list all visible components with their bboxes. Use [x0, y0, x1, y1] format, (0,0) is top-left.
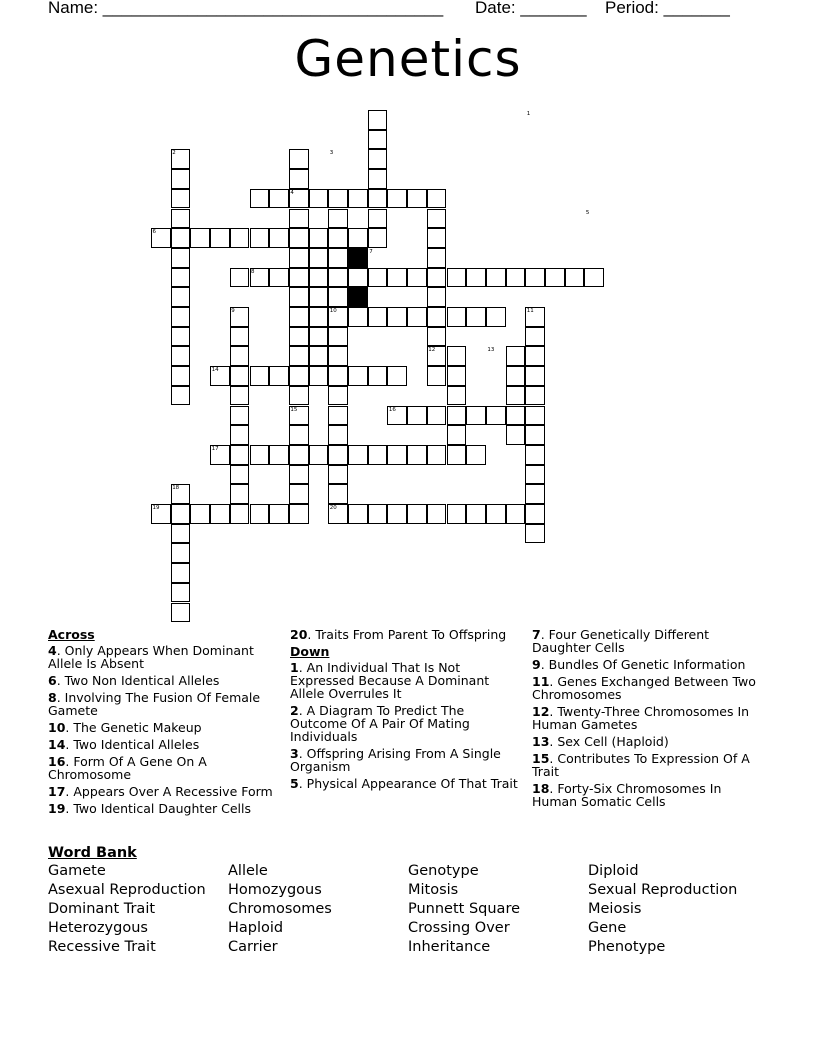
- clue-number: 8: [48, 690, 57, 705]
- grid-cell[interactable]: [309, 228, 329, 248]
- grid-cell[interactable]: [289, 386, 309, 406]
- word-bank-item: Inheritance: [408, 939, 491, 955]
- page-title: Genetics: [294, 30, 522, 88]
- grid-cell[interactable]: [171, 563, 191, 583]
- grid-cell[interactable]: [289, 209, 309, 229]
- clue-number: 20: [290, 627, 308, 642]
- clue-item: [48, 802, 273, 815]
- grid-cell[interactable]: [368, 504, 388, 524]
- grid-cell[interactable]: [328, 209, 348, 229]
- grid-cell[interactable]: [447, 445, 467, 465]
- across-heading: Across: [48, 627, 95, 642]
- clue-text: . Genes Exchanged Between Two Chromosomes: [532, 674, 756, 702]
- grid-cell[interactable]: [230, 366, 250, 386]
- grid-cell[interactable]: [427, 189, 447, 209]
- grid-cell[interactable]: [407, 189, 427, 209]
- clue-text: . Sex Cell (Haploid): [549, 734, 669, 749]
- word-bank-item: Punnett Square: [408, 901, 521, 917]
- clue-item: [290, 704, 525, 743]
- clue-text: . Form Of A Gene On A Chromosome: [48, 754, 207, 782]
- cell-number: 4: [290, 189, 294, 196]
- clue-text: . Two Non Identical Alleles: [56, 673, 220, 688]
- grid-cell[interactable]: [368, 445, 388, 465]
- grid-cell[interactable]: [171, 603, 191, 623]
- clue-text: . Appears Over A Recessive Form: [65, 784, 273, 799]
- clue-text: . Two Identical Daughter Cells: [65, 801, 251, 816]
- grid-cell[interactable]: [525, 484, 545, 504]
- clue-item: [532, 782, 757, 808]
- grid-cell[interactable]: [506, 268, 526, 288]
- grid-cell[interactable]: [171, 169, 191, 189]
- grid-cell[interactable]: [407, 406, 427, 426]
- grid-cell[interactable]: [368, 228, 388, 248]
- grid-cell[interactable]: [506, 366, 526, 386]
- clue-item: [48, 674, 273, 687]
- grid-cell[interactable]: [309, 268, 329, 288]
- grid-cell[interactable]: [171, 268, 191, 288]
- grid-cell[interactable]: [368, 149, 388, 169]
- grid-cell[interactable]: [289, 248, 309, 268]
- grid-cell[interactable]: [328, 366, 348, 386]
- clue-item: [48, 691, 273, 717]
- grid-cell[interactable]: [368, 130, 388, 150]
- grid-cell[interactable]: [328, 346, 348, 366]
- grid-cell[interactable]: [506, 346, 526, 366]
- grid-cell[interactable]: [250, 189, 270, 209]
- grid-cell[interactable]: [368, 169, 388, 189]
- grid-cell[interactable]: [525, 425, 545, 445]
- grid-cell[interactable]: [427, 228, 447, 248]
- grid-cell[interactable]: [328, 406, 348, 426]
- word-bank-item: Heterozygous: [48, 920, 148, 936]
- word-bank-item: Chromosomes: [228, 901, 332, 917]
- clue-item: [290, 628, 525, 641]
- grid-cell[interactable]: [309, 366, 329, 386]
- grid-cell[interactable]: [387, 268, 407, 288]
- grid-cell[interactable]: [328, 386, 348, 406]
- grid-cell[interactable]: [387, 307, 407, 327]
- clue-item: [290, 777, 525, 790]
- clue-item: [290, 661, 525, 700]
- grid-cell[interactable]: [171, 583, 191, 603]
- grid-cell[interactable]: [230, 406, 250, 426]
- grid-cell[interactable]: [289, 346, 309, 366]
- grid-cell[interactable]: [427, 504, 447, 524]
- clue-text: . Four Genetically Different Daughter Cells: [532, 627, 710, 655]
- clue-text: . Bundles Of Genetic Information: [540, 657, 746, 672]
- clue-item: [290, 747, 525, 773]
- clue-number: 3: [290, 746, 299, 761]
- grid-cell[interactable]: [171, 287, 191, 307]
- grid-cell[interactable]: [368, 189, 388, 209]
- grid-cell[interactable]: [230, 425, 250, 445]
- grid-cell[interactable]: [525, 524, 545, 544]
- grid-cell[interactable]: [525, 465, 545, 485]
- grid-cell[interactable]: [427, 307, 447, 327]
- grid-cell[interactable]: [525, 268, 545, 288]
- clue-text: . An Individual That Is Not Expressed Because A Dominant Allele Overrules It: [290, 660, 490, 701]
- clue-number: 2: [290, 703, 299, 718]
- grid-cell[interactable]: [289, 504, 309, 524]
- clue-text: . Involving The Fusion Of Female Gamete: [48, 690, 261, 718]
- cell-number: 12: [428, 347, 436, 354]
- grid-cell[interactable]: [525, 366, 545, 386]
- grid-cell[interactable]: [190, 228, 210, 248]
- grid-cell[interactable]: [466, 504, 486, 524]
- grid-cell[interactable]: [466, 268, 486, 288]
- cell-number: 5: [585, 209, 590, 216]
- clue-text: . Only Appears When Dominant Allele Is Absent: [48, 643, 254, 671]
- grid-cell[interactable]: [309, 346, 329, 366]
- word-bank-item: Haploid: [228, 920, 284, 936]
- word-bank-item: Gamete: [48, 863, 106, 879]
- grid-cell[interactable]: [269, 189, 289, 209]
- grid-cell[interactable]: [525, 445, 545, 465]
- word-bank-item: Gene: [588, 920, 627, 936]
- grid-cell[interactable]: [171, 346, 191, 366]
- clue-item: [532, 675, 757, 701]
- clues-column-3: [532, 628, 757, 812]
- grid-cell[interactable]: [171, 524, 191, 544]
- grid-cell[interactable]: [309, 189, 329, 209]
- grid-cell[interactable]: [328, 465, 348, 485]
- cell-number: 6: [152, 229, 156, 236]
- clue-text: . The Genetic Makeup: [65, 720, 202, 735]
- grid-cell[interactable]: [387, 445, 407, 465]
- clue-number: 4: [48, 643, 57, 658]
- clue-item: [48, 785, 273, 798]
- cell-number: 14: [211, 367, 219, 374]
- blocked-cell: [348, 287, 368, 307]
- word-bank-item: Homozygous: [228, 882, 322, 898]
- grid-cell[interactable]: [171, 386, 191, 406]
- word-bank-item: Meiosis: [588, 901, 642, 917]
- cell-number: 20: [329, 505, 337, 511]
- grid-cell[interactable]: [328, 327, 348, 347]
- clue-item: [532, 735, 757, 748]
- cell-number: 18: [172, 485, 180, 492]
- grid-cell[interactable]: [289, 366, 309, 386]
- grid-cell[interactable]: [309, 248, 329, 268]
- grid-cell[interactable]: [387, 189, 407, 209]
- grid-cell[interactable]: [230, 445, 250, 465]
- word-bank-item: Dominant Trait: [48, 901, 156, 917]
- grid-cell[interactable]: [289, 307, 309, 327]
- clue-number: 1: [290, 660, 299, 675]
- grid-cell[interactable]: [348, 189, 368, 209]
- grid-cell[interactable]: [427, 209, 447, 229]
- grid-cell[interactable]: [250, 366, 270, 386]
- word-bank-item: Recessive Trait: [48, 939, 156, 955]
- clue-item: [48, 644, 273, 670]
- clue-text: . Contributes To Expression Of A Trait: [532, 751, 750, 779]
- grid-cell[interactable]: [466, 406, 486, 426]
- grid-cell[interactable]: [269, 366, 289, 386]
- grid-cell[interactable]: [466, 307, 486, 327]
- grid-cell[interactable]: [348, 366, 368, 386]
- grid-cell[interactable]: [230, 228, 250, 248]
- clues-column-1: [48, 628, 273, 819]
- grid-cell[interactable]: [368, 268, 388, 288]
- grid-cell[interactable]: [427, 406, 447, 426]
- clues-column-2: [290, 628, 525, 794]
- grid-cell[interactable]: [466, 445, 486, 465]
- grid-cell[interactable]: [210, 228, 230, 248]
- grid-cell[interactable]: [230, 484, 250, 504]
- clue-number: 14: [48, 737, 66, 752]
- grid-cell[interactable]: [230, 386, 250, 406]
- grid-cell[interactable]: [171, 504, 191, 524]
- grid-cell[interactable]: [328, 248, 348, 268]
- grid-cell[interactable]: [210, 504, 230, 524]
- grid-cell[interactable]: [171, 327, 191, 347]
- grid-cell[interactable]: [190, 504, 210, 524]
- grid-cell[interactable]: [328, 268, 348, 288]
- grid-cell[interactable]: [328, 484, 348, 504]
- grid-cell[interactable]: [250, 445, 270, 465]
- grid-cell[interactable]: [289, 465, 309, 485]
- grid-cell[interactable]: [387, 504, 407, 524]
- word-bank-heading: Word Bank: [48, 845, 137, 861]
- grid-cell[interactable]: [447, 307, 467, 327]
- cell-number: 15: [290, 406, 298, 413]
- clue-number: 10: [48, 720, 66, 735]
- grid-cell[interactable]: [427, 287, 447, 307]
- grid-cell[interactable]: [269, 445, 289, 465]
- word-bank-item: Phenotype: [588, 939, 666, 955]
- grid-cell[interactable]: [506, 406, 526, 426]
- clue-text: . A Diagram To Predict The Outcome Of A Pair Of Mating Individuals: [290, 703, 470, 744]
- grid-cell[interactable]: [486, 504, 506, 524]
- grid-cell[interactable]: [289, 484, 309, 504]
- grid-cell[interactable]: [269, 268, 289, 288]
- grid-cell[interactable]: [427, 366, 447, 386]
- clue-number: 6: [48, 673, 57, 688]
- grid-cell[interactable]: [171, 209, 191, 229]
- grid-cell[interactable]: [269, 228, 289, 248]
- cell-number: 17: [211, 445, 219, 452]
- grid-cell[interactable]: [387, 366, 407, 386]
- grid-cell[interactable]: [427, 268, 447, 288]
- grid-cell[interactable]: [486, 268, 506, 288]
- grid-cell[interactable]: [427, 248, 447, 268]
- clue-number: 5: [290, 776, 299, 791]
- grid-cell[interactable]: [525, 406, 545, 426]
- grid-cell[interactable]: [506, 425, 526, 445]
- grid-cell[interactable]: [250, 504, 270, 524]
- grid-cell[interactable]: [289, 228, 309, 248]
- grid-cell[interactable]: [289, 169, 309, 189]
- grid-cell[interactable]: [171, 366, 191, 386]
- grid-cell[interactable]: [525, 386, 545, 406]
- word-bank-item: Diploid: [588, 863, 639, 879]
- grid-cell[interactable]: [230, 327, 250, 347]
- word-bank-item: Genotype: [408, 863, 479, 879]
- grid-cell[interactable]: [289, 268, 309, 288]
- grid-cell[interactable]: [525, 504, 545, 524]
- clue-item: [48, 738, 273, 751]
- cell-number: 13: [487, 347, 495, 354]
- grid-cell[interactable]: [407, 307, 427, 327]
- grid-cell[interactable]: [525, 327, 545, 347]
- grid-cell[interactable]: [171, 307, 191, 327]
- grid-cell[interactable]: [328, 228, 348, 248]
- grid-cell[interactable]: [269, 504, 289, 524]
- grid-cell[interactable]: [309, 445, 329, 465]
- clue-text: . Traits From Parent To Offspring: [307, 627, 507, 642]
- grid-cell[interactable]: [309, 307, 329, 327]
- grid-cell[interactable]: [447, 386, 467, 406]
- grid-cell[interactable]: [506, 504, 526, 524]
- grid-cell[interactable]: [328, 425, 348, 445]
- clue-number: 13: [532, 734, 550, 749]
- grid-cell[interactable]: [171, 543, 191, 563]
- clue-item: [48, 721, 273, 734]
- grid-cell[interactable]: [309, 287, 329, 307]
- grid-cell[interactable]: [407, 504, 427, 524]
- grid-cell[interactable]: [309, 327, 329, 347]
- grid-cell[interactable]: [230, 268, 250, 288]
- clue-item: [48, 755, 273, 781]
- clue-item: [532, 752, 757, 778]
- grid-cell[interactable]: [368, 110, 388, 130]
- clue-item: [532, 705, 757, 731]
- word-bank-item: Crossing Over: [408, 920, 510, 936]
- word-bank-item: Mitosis: [408, 882, 459, 898]
- grid-cell[interactable]: [250, 228, 270, 248]
- word-bank-item: Asexual Reproduction: [48, 882, 206, 898]
- grid-cell[interactable]: [328, 189, 348, 209]
- cell-number: 19: [152, 505, 160, 511]
- grid-cell[interactable]: [447, 504, 467, 524]
- clue-number: 17: [48, 784, 66, 799]
- name-field[interactable]: Name: ____________________________________: [48, 0, 444, 17]
- clue-item: [532, 658, 757, 671]
- grid-cell[interactable]: [328, 287, 348, 307]
- grid-cell[interactable]: [328, 445, 348, 465]
- clue-number: 16: [48, 754, 66, 769]
- cell-number: 9: [231, 308, 235, 314]
- grid-cell[interactable]: [427, 327, 447, 347]
- clue-number: 11: [532, 674, 550, 689]
- word-bank-item: Sexual Reproduction: [588, 882, 738, 898]
- word-bank-item: Carrier: [228, 939, 278, 955]
- clue-number: 18: [532, 781, 550, 796]
- clue-text: . Twenty-Three Chromosomes In Human Gametes: [532, 704, 750, 732]
- grid-cell[interactable]: [447, 406, 467, 426]
- grid-cell[interactable]: [348, 228, 368, 248]
- down-heading: Down: [290, 644, 330, 659]
- grid-cell[interactable]: [348, 268, 368, 288]
- grid-cell[interactable]: [289, 287, 309, 307]
- grid-cell[interactable]: [289, 425, 309, 445]
- cell-number: 10: [329, 308, 337, 314]
- clue-item: [532, 628, 757, 654]
- grid-cell[interactable]: [407, 268, 427, 288]
- grid-cell[interactable]: [230, 465, 250, 485]
- word-bank-item: Allele: [228, 863, 268, 879]
- blocked-cell: [348, 248, 368, 268]
- date-field[interactable]: Date: _______: [475, 0, 587, 17]
- grid-cell[interactable]: [407, 445, 427, 465]
- grid-cell[interactable]: [368, 209, 388, 229]
- grid-cell[interactable]: [486, 307, 506, 327]
- clue-number: 9: [532, 657, 541, 672]
- cell-number: 7: [369, 248, 373, 255]
- grid-cell[interactable]: [289, 327, 309, 347]
- grid-cell[interactable]: [486, 406, 506, 426]
- grid-cell[interactable]: [447, 425, 467, 445]
- grid-cell[interactable]: [230, 504, 250, 524]
- clue-text: . Forty-Six Chromosomes In Human Somatic Cells: [532, 781, 722, 809]
- grid-cell[interactable]: [427, 445, 447, 465]
- cell-number: 3: [329, 150, 334, 157]
- grid-cell[interactable]: [348, 504, 368, 524]
- cell-number: 2: [172, 150, 176, 157]
- grid-cell[interactable]: [584, 268, 604, 288]
- grid-cell[interactable]: [506, 386, 526, 406]
- grid-cell[interactable]: [525, 346, 545, 366]
- clue-number: 19: [48, 801, 66, 816]
- grid-cell[interactable]: [447, 346, 467, 366]
- clue-text: . Two Identical Alleles: [65, 737, 200, 752]
- clue-number: 12: [532, 704, 550, 719]
- grid-cell[interactable]: [545, 268, 565, 288]
- cell-number: 8: [251, 268, 255, 275]
- grid-cell[interactable]: [565, 268, 585, 288]
- cell-number: 16: [388, 406, 396, 413]
- clue-number: 15: [532, 751, 550, 766]
- grid-cell[interactable]: [289, 445, 309, 465]
- cell-number: 1: [526, 111, 531, 117]
- grid-cell[interactable]: [348, 307, 368, 327]
- grid-cell[interactable]: [368, 307, 388, 327]
- grid-cell[interactable]: [447, 268, 467, 288]
- grid-cell[interactable]: [171, 248, 191, 268]
- grid-cell[interactable]: [348, 445, 368, 465]
- clue-text: . Physical Appearance Of That Trait: [298, 776, 518, 791]
- clue-number: 7: [532, 627, 541, 642]
- clue-text: . Offspring Arising From A Single Organism: [290, 746, 501, 774]
- grid-cell[interactable]: [171, 228, 191, 248]
- grid-cell[interactable]: [289, 149, 309, 169]
- grid-cell[interactable]: [171, 189, 191, 209]
- grid-cell[interactable]: [447, 366, 467, 386]
- grid-cell[interactable]: [230, 346, 250, 366]
- period-field[interactable]: Period: _______: [605, 0, 730, 17]
- cell-number: 11: [526, 308, 534, 314]
- grid-cell[interactable]: [368, 366, 388, 386]
